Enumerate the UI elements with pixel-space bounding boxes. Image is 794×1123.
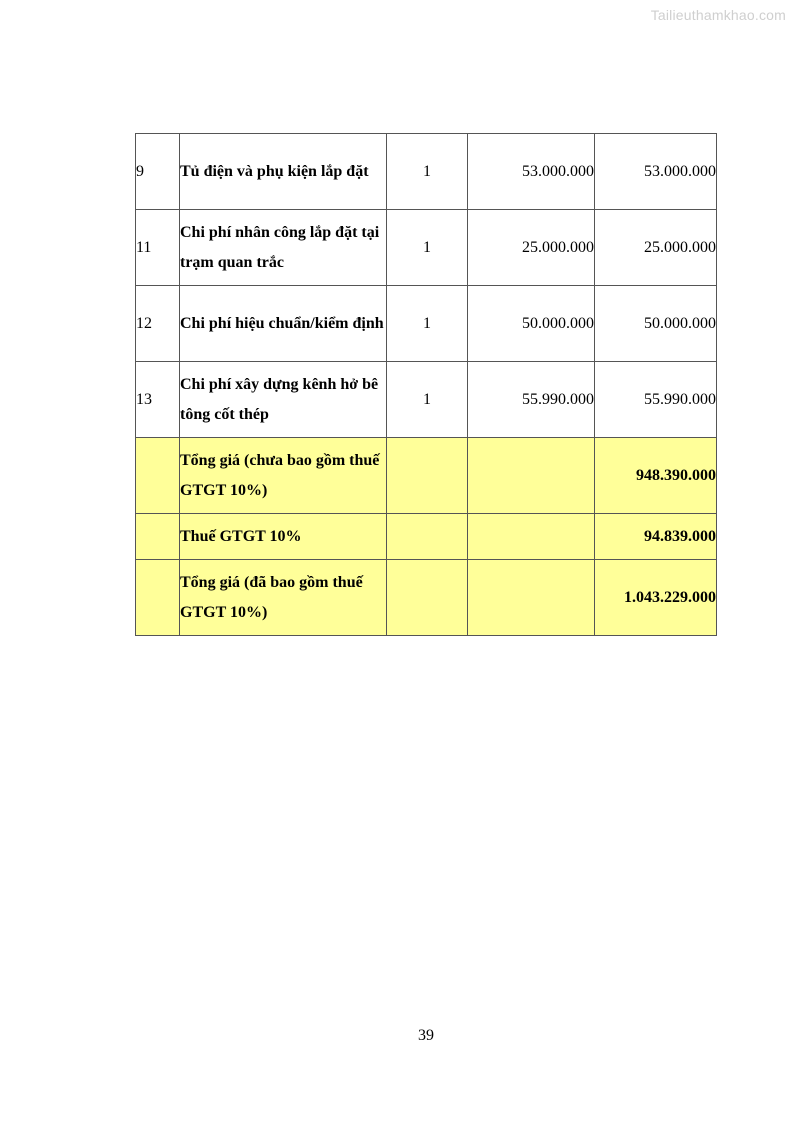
watermark-text: Tailieuthamkhao.com xyxy=(650,7,786,23)
table-row xyxy=(136,134,717,210)
table-row xyxy=(136,210,717,286)
item-quantity: 1 xyxy=(387,210,468,286)
item-unit-price: 53.000.000 xyxy=(468,134,595,210)
item-name: Chi phí xây dựng kênh hở bê tông cốt thép xyxy=(180,362,387,438)
page-number: 39 xyxy=(418,1027,434,1044)
empty-cell xyxy=(387,438,468,514)
grand-total-row xyxy=(136,560,717,636)
empty-cell xyxy=(468,514,595,560)
item-total: 50.000.000 xyxy=(595,286,717,362)
row-number: 11 xyxy=(136,210,180,286)
grand-total-value: 1.043.229.000 xyxy=(595,560,717,636)
vat-label: Thuế GTGT 10% xyxy=(180,514,387,560)
subtotal-label: Tổng giá (chưa bao gồm thuế GTGT 10%) xyxy=(180,438,387,514)
grand-total-label: Tổng giá (đã bao gồm thuế GTGT 10%) xyxy=(180,560,387,636)
item-total: 53.000.000 xyxy=(595,134,717,210)
row-number: 13 xyxy=(136,362,180,438)
empty-cell xyxy=(468,438,595,514)
item-name: Chi phí hiệu chuẩn/kiểm định xyxy=(180,286,387,362)
empty-cell xyxy=(387,560,468,636)
table-row xyxy=(136,362,717,438)
item-total: 25.000.000 xyxy=(595,210,717,286)
item-quantity: 1 xyxy=(387,134,468,210)
empty-cell xyxy=(387,514,468,560)
cost-table xyxy=(135,133,717,636)
item-unit-price: 25.000.000 xyxy=(468,210,595,286)
empty-cell xyxy=(136,560,180,636)
row-number: 12 xyxy=(136,286,180,362)
item-name: Tủ điện và phụ kiện lắp đặt xyxy=(180,134,387,210)
item-name: Chi phí nhân công lắp đặt tại trạm quan trắc xyxy=(180,210,387,286)
item-unit-price: 50.000.000 xyxy=(468,286,595,362)
empty-cell xyxy=(136,514,180,560)
subtotal-row xyxy=(136,438,717,514)
table-row xyxy=(136,286,717,362)
subtotal-value: 948.390.000 xyxy=(595,438,717,514)
item-quantity: 1 xyxy=(387,362,468,438)
row-number: 9 xyxy=(136,134,180,210)
vat-value: 94.839.000 xyxy=(595,514,717,560)
item-unit-price: 55.990.000 xyxy=(468,362,595,438)
empty-cell xyxy=(136,438,180,514)
item-quantity: 1 xyxy=(387,286,468,362)
empty-cell xyxy=(468,560,595,636)
item-total: 55.990.000 xyxy=(595,362,717,438)
vat-row xyxy=(136,514,717,560)
